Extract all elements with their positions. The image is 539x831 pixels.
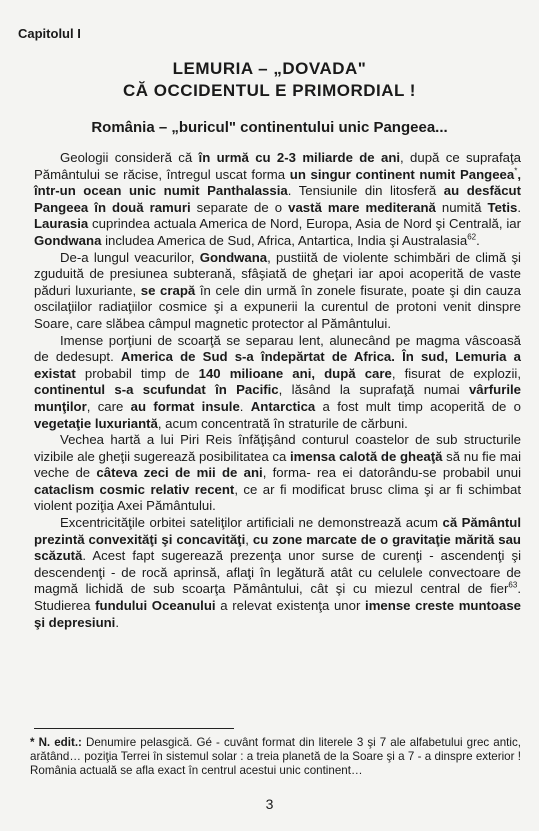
body-paragraph (34, 432, 521, 515)
text-run: cuprindea actuala America de Nord, Europa, Asia de Nord şi Centrală, iar (88, 216, 521, 232)
text-run: , acum concentrată în straturile de cărbuni. (157, 415, 408, 431)
text-run: De-a lungul veacurilor, (60, 249, 200, 265)
text-run: , după ce suprafaţa Pământului se răcise, întregul uscat forma (34, 150, 521, 182)
text-run: a fost mult timp acoperită de o (315, 398, 522, 414)
title-line-2: CĂ OCCIDENTUL E PRIMORDIAL ! (123, 81, 416, 100)
body-text (34, 150, 521, 631)
text-run: . (115, 614, 120, 630)
text-run: Denumire pelasgică. Gé - cuvânt format din literele 3 şi 7 ale alfabetului grec antic, arătând… poziţia Terrei în sistemul solar : a treia planetă de la Soare şi a 7 - a dinspre exterior ! România actuală se afla exact în centrul acestui unic continent… (30, 736, 521, 777)
text-run: * N. edit.: (30, 736, 82, 749)
text-run: Vechea hartă a lui Piri Reis înfăţişând conturul coastelor de sub structurile vizibile ale gheţii sugerează posibilitatea ca (34, 432, 521, 464)
text-run: America de Sud s-a îndepărtat de Africa. În sud, Lemuria a existat (34, 349, 521, 381)
text-run: Gondwana (199, 249, 268, 265)
text-run: . Tensiunile din litosferă (287, 183, 444, 199)
text-run: cu zone marcate de o gravitaţie mărită sau scăzută (34, 531, 521, 564)
text-run: probabil timp de (75, 365, 199, 381)
text-run: cataclism cosmic relativ recent (34, 481, 235, 497)
page-number: 3 (265, 796, 274, 812)
text-run: includea America de Sud, Africa, Antartica, India şi Australasia (101, 232, 468, 248)
text-run: , (245, 531, 253, 547)
text-run: imense creste muntoase şi depresiuni (34, 598, 521, 630)
footnote (30, 736, 521, 778)
text-run: Geologii consideră că (60, 150, 199, 165)
text-run: un singur continent numit Pangeea (289, 166, 515, 182)
text-run: . Acest fapt sugerează prezenţa unor surse de curenţi - ascendenţi şi descendenţi - de rocă aprinsă, aflaţi în legătură atât cu celulele convectoare de magmă lichidă de sub scoarţa Pământului, cât şi cu miezul central de fier (34, 548, 521, 597)
text-run: continentul s-a scufundat în Pacific (34, 382, 279, 398)
text-run: , într-un ocean unic numit Panthalassia (34, 166, 521, 199)
text-run: . Studierea (34, 581, 521, 614)
text-run: a relevat existenţa unor (215, 598, 366, 614)
text-run: fundului Oceanului (95, 598, 216, 614)
text-run: Antarctica (250, 398, 316, 414)
text-run: , fisurat de explozii, (391, 365, 521, 381)
text-run: . (517, 199, 521, 215)
text-run: câteva zeci de mii de ani (96, 465, 263, 481)
footnote-divider (34, 728, 234, 729)
text-run: imensa calotă de gheaţă (289, 448, 443, 464)
text-run: vârfurile munţilor (34, 382, 521, 414)
chapter-label: Capitolul I (18, 26, 81, 41)
text-run: separate de o (190, 199, 289, 215)
text-run: . (476, 232, 480, 248)
body-paragraph (34, 515, 521, 631)
text-run: în cele din urmă în zonele fisurate, poate şi din cauza oscilaţiilor radiaţiilor cosmice şi a expunerii la curentul de protoni venit dinspre Soare, care slăbea câmpul magnetic protector al Pământului. (34, 282, 521, 331)
text-run: vegetaţie luxuriantă (34, 415, 158, 431)
text-run: Tetis (487, 199, 518, 215)
text-run: 140 milioane ani, după care (198, 365, 392, 381)
footnote-ref: 63 (508, 581, 518, 591)
body-paragraph (34, 150, 521, 250)
text-run: au format insule (130, 398, 240, 414)
title-line-1: LEMURIA – „DOVADA" (172, 59, 367, 78)
text-run: vastă mare mediterană (288, 199, 436, 215)
text-run: că Pământul prezintă convexităţi şi concavităţi (34, 515, 521, 547)
text-run: , ce ar fi modificat brusc clima şi ar fi schimbat violent poziţia Axei Pământului. (34, 481, 521, 514)
text-run: Excentricităţile orbitei sateliţilor artificiali ne demonstrează acum (60, 515, 443, 531)
text-run: se crapă (140, 282, 196, 298)
text-run: să nu fie mai veche de (34, 448, 521, 481)
text-run: Laurasia (34, 216, 89, 232)
text-run: Imense porţiuni de scoarţă se separau lent, alunecând pe magma vâscoasă de dedesupt. (34, 332, 521, 365)
section-subtitle: România – „buricul" continentului unic Pangeea... (91, 119, 448, 136)
text-run: numită (435, 199, 488, 215)
footnote-ref: * (514, 166, 518, 176)
footnote-ref: 62 (467, 232, 477, 242)
body-paragraph (34, 333, 521, 433)
text-run: , forma- rea ei datorându-se probabil unui (262, 465, 522, 481)
text-run: au desfăcut Pangeea în două ramuri (34, 183, 521, 215)
text-run: , pustiită de violente schimbări de climă şi zguduită de presiunea subterană, sfâşiată de gheţari iar apoi acoperită de vaste păduri luxuriante, (34, 249, 521, 298)
body-paragraph (34, 250, 521, 333)
text-run: Gondwana (34, 232, 102, 248)
text-run: , care (86, 398, 131, 414)
text-run: . (239, 398, 251, 414)
text-run: în urmă cu 2-3 miliarde de ani (198, 150, 401, 165)
text-run: , lăsând la suprafaţă numai (278, 382, 469, 398)
chapter-title (0, 58, 539, 102)
